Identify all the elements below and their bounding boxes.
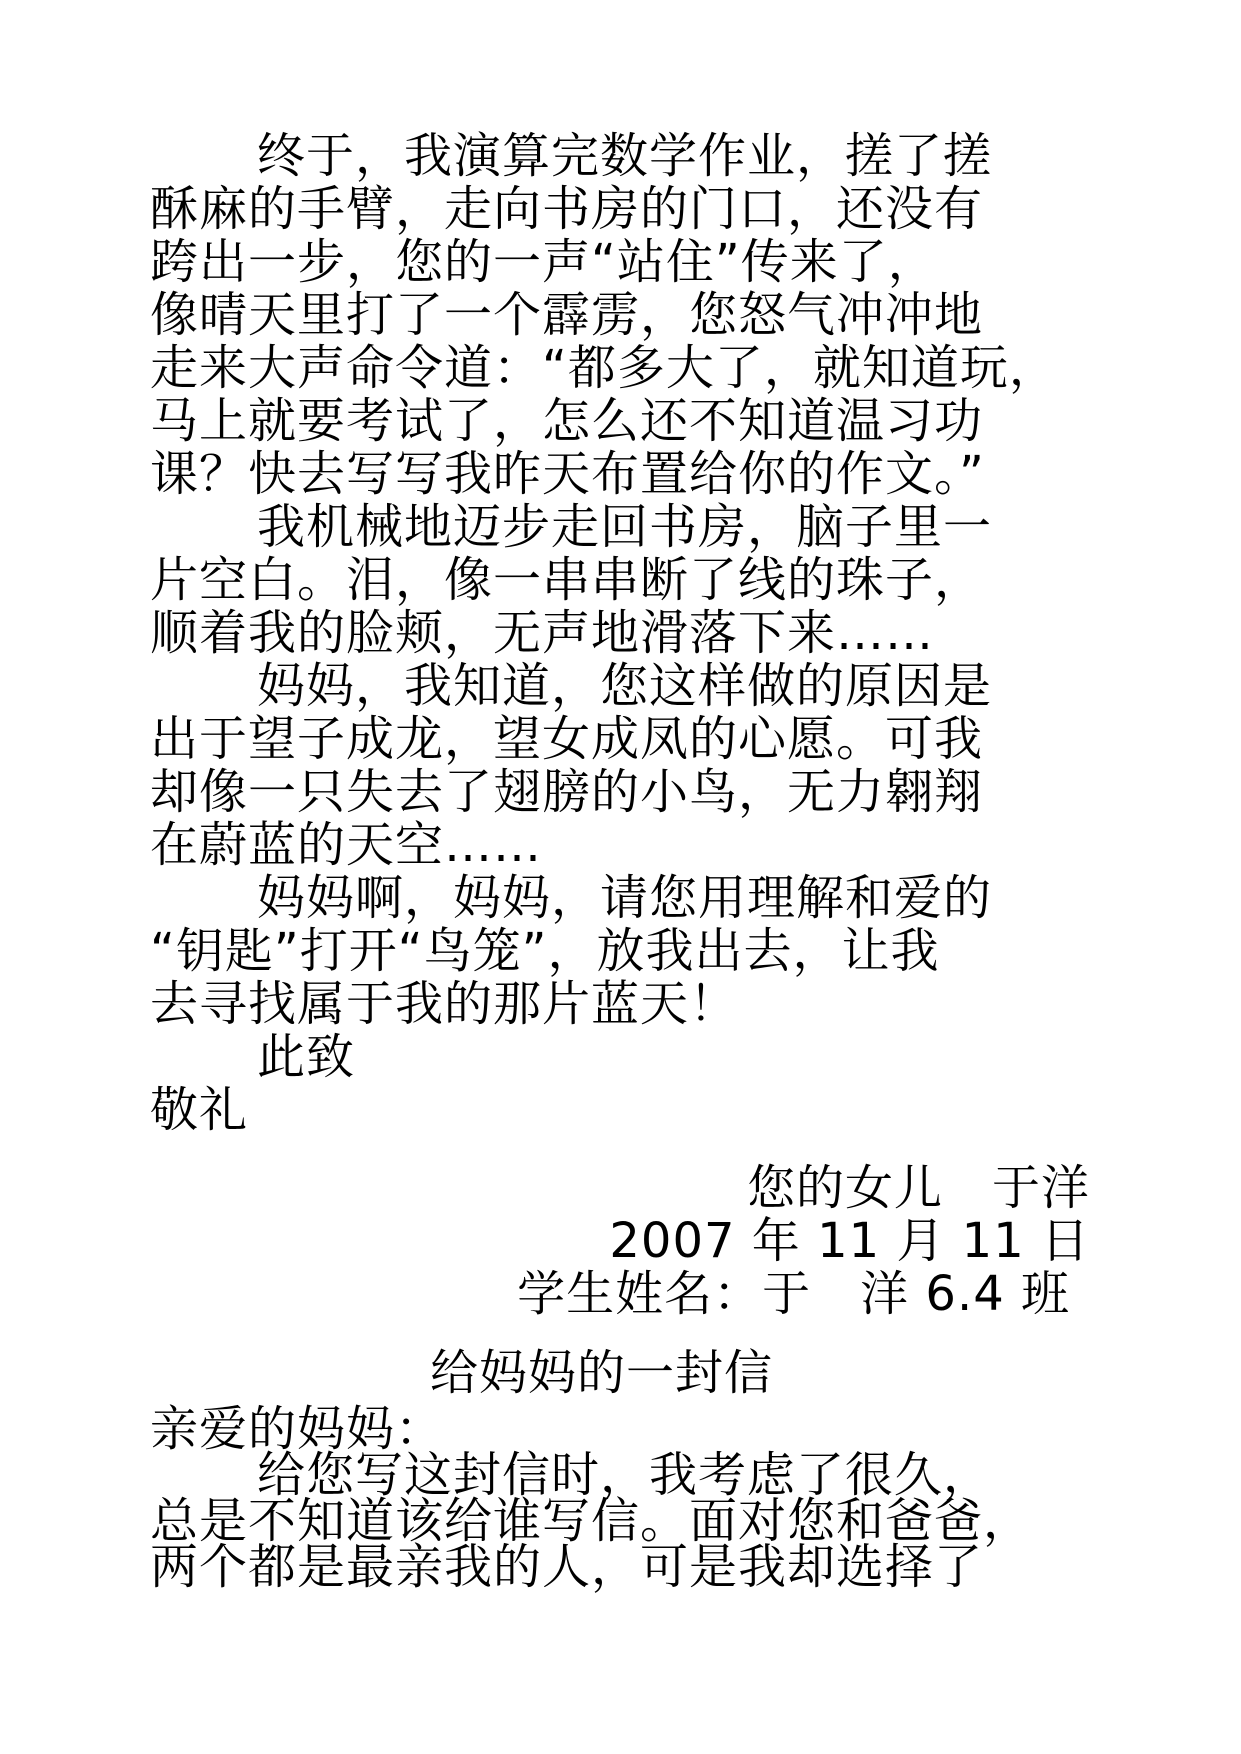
student-info: 学生姓名：于 洋 6.4 班 — [517, 1266, 1070, 1322]
text-line: 我机械地迈步走回书房，脑子里一 — [257, 499, 993, 555]
text-line: 跨出一步，您的一声“站住”传来了， — [150, 234, 937, 290]
text-line: 却像一只失去了翅膀的小鸟，无力翱翔 — [150, 764, 984, 820]
text-line: “钥匙”打开“鸟笼”，放我出去，让我 — [150, 923, 940, 979]
text-line: 酥麻的手臂，走向书房的门口，还没有 — [150, 181, 984, 237]
salutation: 亲爱的妈妈： — [150, 1401, 445, 1457]
text-line: 走来大声命令道：“都多大了，就知道玩， — [150, 340, 1058, 396]
closing-line: 此致 — [257, 1029, 356, 1085]
text-line: 出于望子成龙，望女成凤的心愿。可我 — [150, 711, 984, 767]
text-line: 终于，我演算完数学作业，搓了搓 — [257, 128, 993, 184]
text-line: 妈妈，我知道，您这样做的原因是 — [257, 658, 993, 714]
text-line: 马上就要考试了，怎么还不知道温习功 — [150, 393, 984, 449]
text-line: 片空白。泪，像一串串断了线的珠子， — [150, 552, 984, 608]
text-line: 去寻找属于我的那片蓝天！ — [150, 976, 739, 1032]
date-line: 2007 年 11 月 11 日 — [609, 1213, 1090, 1269]
text-line: 妈妈啊，妈妈，请您用理解和爱的 — [257, 870, 993, 926]
signature: 您的女儿 于洋 — [746, 1160, 1090, 1216]
text-line: 顺着我的脸颊，无声地滑落下来…… — [150, 605, 935, 661]
text-line: 像晴天里打了一个霹雳，您怒气冲冲地 — [150, 287, 984, 343]
text-line: 给您写这封信时，我考虑了很久， — [257, 1447, 993, 1503]
text-line: 课？快去写写我昨天布置给你的作文。” — [150, 446, 985, 502]
closing-line: 敬礼 — [150, 1082, 249, 1138]
text-line: 在蔚蓝的天空…… — [150, 817, 543, 873]
letter-title: 给妈妈的一封信 — [430, 1345, 774, 1401]
text-line: 总是不知道该给谁写信。面对您和爸爸， — [150, 1493, 1033, 1549]
text-line: 两个都是最亲我的人，可是我却选择了 — [150, 1539, 984, 1595]
